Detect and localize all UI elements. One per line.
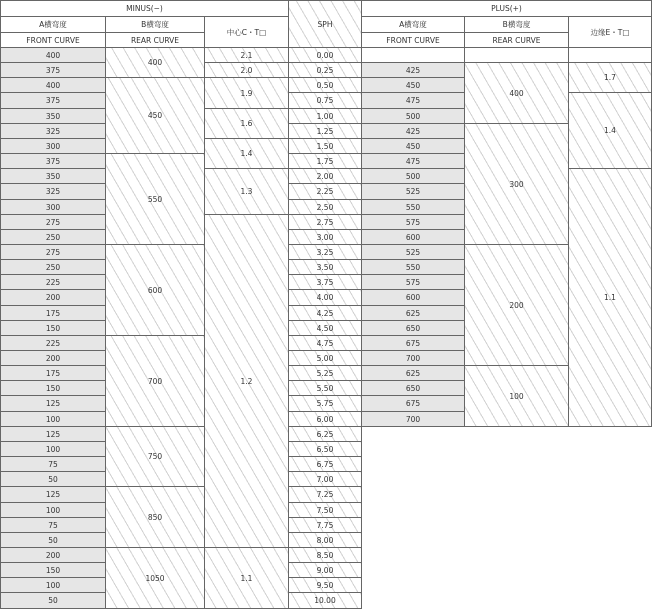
plus-rear-curve-cell: 300 xyxy=(464,123,569,245)
sph-cell: 5.00 xyxy=(288,350,362,366)
sph-cell: 4.00 xyxy=(288,289,362,306)
minus-rear-curve-en-header: REAR CURVE xyxy=(105,32,205,48)
sph-cell: 7.00 xyxy=(288,471,362,487)
sph-cell: 8.00 xyxy=(288,532,362,548)
minus-center-thickness-cell: 1.3 xyxy=(204,168,289,215)
minus-front-curve-cell: 50 xyxy=(0,471,106,487)
sph-cell: 2.75 xyxy=(288,214,362,230)
plus-front-curve-cell: 425 xyxy=(361,123,465,139)
sph-cell: 4.25 xyxy=(288,305,362,321)
sph-cell: 0.25 xyxy=(288,62,362,78)
sph-cell: 3.25 xyxy=(288,244,362,260)
sph-cell: 3.00 xyxy=(288,229,362,245)
plus-front-curve-cell: 425 xyxy=(361,62,465,78)
minus-front-curve-cell: 375 xyxy=(0,92,106,109)
minus-front-curve-cell: 275 xyxy=(0,214,106,230)
minus-front-curve-cell: 175 xyxy=(0,365,106,381)
minus-front-curve-cell: 225 xyxy=(0,274,106,290)
plus-front-curve-cell: 600 xyxy=(361,229,465,245)
minus-front-curve-cell: 100 xyxy=(0,577,106,593)
plus-rear-curve-en-header: REAR CURVE xyxy=(464,32,569,48)
sph-cell: 6.50 xyxy=(288,441,362,457)
sph-cell: 7.50 xyxy=(288,502,362,518)
minus-center-thickness-header: 中心C・T□ xyxy=(204,16,289,48)
plus-rear-curve-cn-header: B横弯度 xyxy=(464,16,569,33)
sph-cell: 1.50 xyxy=(288,138,362,154)
plus-front-curve-cell: 575 xyxy=(361,274,465,290)
minus-front-curve-cell: 150 xyxy=(0,380,106,396)
sph-cell: 2.50 xyxy=(288,199,362,215)
sph-cell: 7.75 xyxy=(288,517,362,533)
plus-front-curve-cell: 500 xyxy=(361,108,465,124)
sph-cell: 6.00 xyxy=(288,411,362,427)
sph-header: SPH xyxy=(288,0,362,48)
minus-front-curve-cell: 125 xyxy=(0,486,106,503)
sph-cell: 1.25 xyxy=(288,123,362,139)
minus-center-thickness-cell: 1.1 xyxy=(204,547,289,609)
plus-rear-curve-cell xyxy=(464,47,569,63)
minus-front-curve-cell: 200 xyxy=(0,547,106,563)
minus-front-curve-cell: 250 xyxy=(0,229,106,245)
minus-front-curve-cell: 350 xyxy=(0,108,106,124)
sph-cell: 4.50 xyxy=(288,320,362,336)
minus-front-curve-cell: 350 xyxy=(0,168,106,184)
minus-front-curve-cell: 300 xyxy=(0,138,106,154)
minus-front-curve-cell: 250 xyxy=(0,259,106,275)
minus-front-curve-cell: 175 xyxy=(0,305,106,321)
plus-rear-curve-cell: 100 xyxy=(464,365,569,427)
sph-cell: 4.75 xyxy=(288,335,362,351)
minus-rear-curve-cell: 850 xyxy=(105,486,205,548)
plus-front-curve-cell: 500 xyxy=(361,168,465,184)
sph-cell: 3.50 xyxy=(288,259,362,275)
plus-front-curve-cell: 525 xyxy=(361,183,465,200)
plus-edge-thickness-cell: 1.1 xyxy=(568,168,652,427)
minus-front-curve-cell: 100 xyxy=(0,411,106,427)
minus-front-curve-cell: 150 xyxy=(0,562,106,578)
minus-front-curve-cell: 50 xyxy=(0,592,106,609)
minus-rear-curve-cell: 600 xyxy=(105,244,205,336)
minus-front-curve-cell: 50 xyxy=(0,532,106,548)
minus-front-curve-cell: 325 xyxy=(0,123,106,139)
sph-cell: 1.75 xyxy=(288,153,362,169)
minus-front-curve-cell: 375 xyxy=(0,153,106,169)
plus-front-curve-cell: 625 xyxy=(361,305,465,321)
plus-header: PLUS(+) xyxy=(361,0,652,17)
sph-cell: 3.75 xyxy=(288,274,362,290)
plus-rear-curve-cell: 200 xyxy=(464,244,569,366)
plus-front-curve-cell: 550 xyxy=(361,199,465,215)
sph-cell: 9.50 xyxy=(288,577,362,593)
minus-rear-curve-cell: 400 xyxy=(105,47,205,78)
sph-cell: 9.00 xyxy=(288,562,362,578)
minus-header: MINUS(−) xyxy=(0,0,289,17)
minus-center-thickness-cell: 1.9 xyxy=(204,77,289,109)
sph-cell: 5.25 xyxy=(288,365,362,381)
minus-front-curve-cell: 400 xyxy=(0,77,106,93)
plus-front-curve-cell: 450 xyxy=(361,138,465,154)
minus-front-curve-cell: 325 xyxy=(0,183,106,200)
plus-front-curve-cell: 450 xyxy=(361,77,465,93)
plus-front-curve-cell: 675 xyxy=(361,395,465,412)
plus-front-curve-en-header: FRONT CURVE xyxy=(361,32,465,48)
plus-front-curve-cell: 650 xyxy=(361,320,465,336)
sph-cell: 7.25 xyxy=(288,486,362,503)
minus-center-thickness-cell: 1.6 xyxy=(204,108,289,139)
plus-front-curve-cell: 675 xyxy=(361,335,465,351)
minus-rear-curve-cell: 750 xyxy=(105,426,205,487)
sph-cell: 6.25 xyxy=(288,426,362,442)
minus-front-curve-cell: 225 xyxy=(0,335,106,351)
plus-edge-thickness-cell: 1.4 xyxy=(568,92,652,169)
sph-cell: 5.50 xyxy=(288,380,362,396)
sph-cell: 2.25 xyxy=(288,183,362,200)
minus-rear-curve-cn-header: B横弯度 xyxy=(105,16,205,33)
sph-cell: 5.75 xyxy=(288,395,362,412)
minus-front-curve-cell: 100 xyxy=(0,441,106,457)
minus-front-curve-cell: 75 xyxy=(0,456,106,472)
sph-cell: 10.00 xyxy=(288,592,362,609)
minus-center-thickness-cell: 1.2 xyxy=(204,214,289,548)
minus-front-curve-cn-header: A横弯度 xyxy=(0,16,106,33)
minus-rear-curve-cell: 700 xyxy=(105,335,205,427)
plus-front-curve-cell: 600 xyxy=(361,289,465,306)
minus-front-curve-cell: 200 xyxy=(0,350,106,366)
plus-edge-thickness-cell xyxy=(568,47,652,63)
plus-front-curve-cell: 700 xyxy=(361,350,465,366)
plus-front-curve-cell: 475 xyxy=(361,153,465,169)
minus-front-curve-cell: 100 xyxy=(0,502,106,518)
minus-front-curve-cell: 125 xyxy=(0,395,106,412)
sph-cell: 0.75 xyxy=(288,92,362,109)
minus-center-thickness-cell: 2.0 xyxy=(204,62,289,78)
sph-cell: 0.00 xyxy=(288,47,362,63)
minus-rear-curve-cell: 550 xyxy=(105,153,205,245)
plus-front-curve-cell: 525 xyxy=(361,244,465,260)
plus-front-curve-cell: 550 xyxy=(361,259,465,275)
minus-center-thickness-cell: 1.4 xyxy=(204,138,289,169)
sph-cell: 1.00 xyxy=(288,108,362,124)
plus-front-curve-cell xyxy=(361,47,465,63)
minus-front-curve-cell: 375 xyxy=(0,62,106,78)
sph-cell: 8.50 xyxy=(288,547,362,563)
sph-cell: 6.75 xyxy=(288,456,362,472)
plus-front-curve-cell: 625 xyxy=(361,365,465,381)
plus-front-curve-cn-header: A横弯度 xyxy=(361,16,465,33)
minus-center-thickness-cell: 2.1 xyxy=(204,47,289,63)
plus-edge-thickness-header: 边缘E・T□ xyxy=(568,16,652,48)
minus-rear-curve-cell: 1050 xyxy=(105,547,205,609)
sph-cell: 2.00 xyxy=(288,168,362,184)
sph-cell: 0.50 xyxy=(288,77,362,93)
minus-front-curve-en-header: FRONT CURVE xyxy=(0,32,106,48)
minus-front-curve-cell: 300 xyxy=(0,199,106,215)
plus-front-curve-cell: 575 xyxy=(361,214,465,230)
minus-front-curve-cell: 125 xyxy=(0,426,106,442)
plus-edge-thickness-cell: 1.7 xyxy=(568,62,652,93)
minus-front-curve-cell: 275 xyxy=(0,244,106,260)
minus-front-curve-cell: 150 xyxy=(0,320,106,336)
minus-front-curve-cell: 200 xyxy=(0,289,106,306)
plus-front-curve-cell: 700 xyxy=(361,411,465,427)
plus-front-curve-cell: 650 xyxy=(361,380,465,396)
plus-rear-curve-cell: 400 xyxy=(464,62,569,124)
minus-front-curve-cell: 400 xyxy=(0,47,106,63)
minus-rear-curve-cell: 450 xyxy=(105,77,205,154)
minus-front-curve-cell: 75 xyxy=(0,517,106,533)
plus-front-curve-cell: 475 xyxy=(361,92,465,109)
